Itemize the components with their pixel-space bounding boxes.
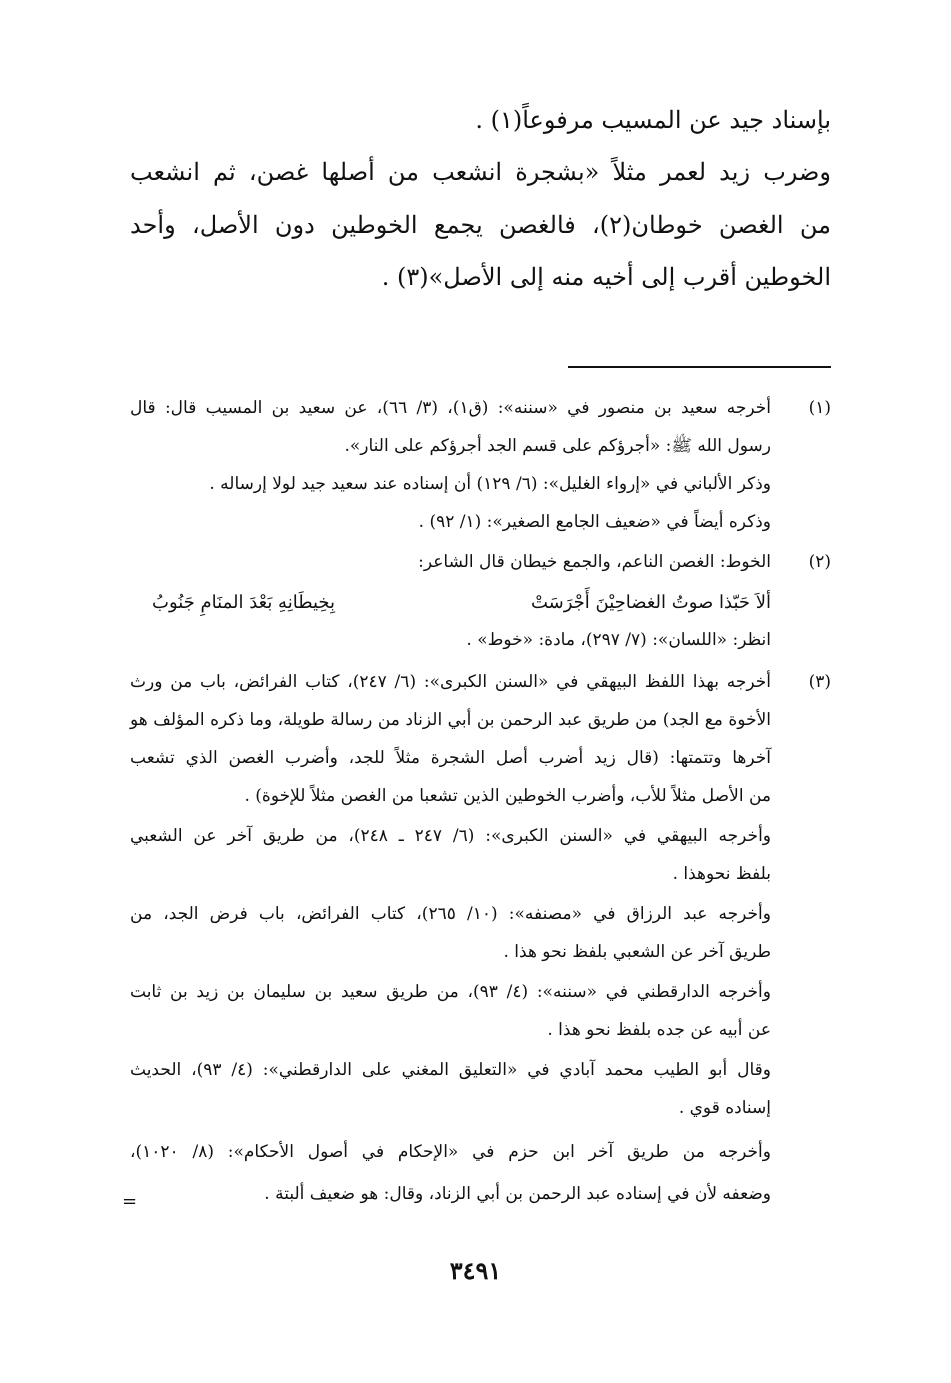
poem-verse-first-hemistich: ألاَ حَبّذا صوتُ الغضاحِيْنَ أَجْرَسَتْ — [530, 592, 771, 613]
footnote-3-line-3: آخرها وتتمتها: (قال زيد أضرب أصل الشجرة مثلاً للجد، وأضرب الغصن الذي تشعب — [130, 748, 771, 768]
footnote-3-line-13: وأخرجه من طريق آخر ابن حزم في «الإحكام في أصول الأحكام»: (٨/ ١٠٢٠)، — [130, 1142, 771, 1162]
footnote-1-line-2: رسول الله ﷺ: «أجرؤكم على قسم الجد أجرؤكم على النار». — [344, 436, 771, 456]
continuation-mark: = — [122, 1191, 138, 1212]
main-text-line-4: الخوطين أقرب إلى أخيه منه إلى الأصل»(٣) . — [381, 263, 831, 291]
footnote-3-line-1: أخرجه بهذا اللفظ البيهقي في «السنن الكبرى»: (٦/ ٢٤٧)، كتاب الفرائض، باب من ورث — [130, 672, 771, 692]
footnote-3-line-8: طريق آخر عن الشعبي بلفظ نحو هذا . — [503, 942, 771, 962]
footnote-3-line-2: الأخوة مع الجد) من طريق عبد الرحمن بن أبي الزناد من رسالة طويلة، وما ذكره المؤلف هو — [130, 710, 771, 730]
footnote-2-line-2: انظر: «اللسان»: (٧/ ٢٩٧)، مادة: «خوط» . — [466, 630, 771, 650]
footnote-2-number: (٢) — [808, 552, 831, 572]
footnote-1-line-4: وذكره أيضاً في «ضعيف الجامع الصغير»: (١/ ٩٢) . — [418, 512, 771, 532]
footnote-3-line-6: بلفظ نحوهذا . — [672, 864, 771, 884]
footnote-3-line-7: وأخرجه عبد الرزاق في «مصنفه»: (١٠/ ٢٦٥)، كتاب الفرائض، باب فرض الجد، من — [130, 904, 771, 924]
footnote-3-line-9: وأخرجه الدارقطني في «سننه»: (٤/ ٩٣)، من طريق سعيد بن سليمان بن زيد بن ثابت — [130, 982, 771, 1002]
footnote-3-number: (٣) — [808, 672, 831, 692]
footnote-3-line-12: إسناده قوي . — [678, 1098, 771, 1118]
footnote-3-line-11: وقال أبو الطيب محمد آبادي في «التعليق المغني على الدارقطني»: (٤/ ٩٣)، الحديث — [130, 1060, 771, 1080]
footnote-3-line-14: وضعفه لأن في إسناده عبد الرحمن بن أبي الزناد، وقال: هو ضعيف ألبتة . — [264, 1184, 771, 1204]
footnote-3-line-5: وأخرجه البيهقي في «السنن الكبرى»: (٦/ ٢٤٧ ـ ٢٤٨)، من طريق آخر عن الشعبي — [130, 826, 771, 846]
footnote-3-line-4: من الأصل مثلاً للأب، وأضرب الخوطين الذين تشعبا من الغصن مثلاً للإخوة) . — [244, 786, 771, 806]
main-text-line-2: وضرب زيد لعمر مثلاً «بشجرة انشعب من أصلها غصن، ثم انشعب — [130, 158, 832, 186]
footnote-1-line-1: أخرجه سعيد بن منصور في «سننه»: (ق١)، (٣/ ٦٦)، عن سعيد بن المسيب قال: قال — [130, 398, 772, 418]
footnote-3-line-10: عن أبيه عن جده بلفظ نحو هذا . — [547, 1020, 771, 1040]
footnote-1-number: (١) — [808, 398, 831, 418]
main-text-line-3: من الغصن خوطان(٢)، فالغصن يجمع الخوطين دون الأصل، وأحد — [130, 211, 831, 239]
main-text-line-1: بإسناد جيد عن المسيب مرفوعاً(١) . — [475, 106, 831, 134]
footnote-2-line-1: الخوط: الغصن الناعم، والجمع خيطان قال الشاعر: — [418, 552, 771, 572]
footnote-1-line-3: وذكر الألباني في «إرواء الغليل»: (٦/ ١٢٩) أن إسناده عند سعيد جيد لولا إرساله . — [209, 474, 771, 494]
footnote-separator — [568, 366, 831, 368]
page-number: ٣٤٩١ — [449, 1256, 502, 1285]
poem-verse-second-hemistich: بِخِيطَانِهِ بَعْدَ المنَامِ جَنُوبُ — [152, 592, 336, 613]
